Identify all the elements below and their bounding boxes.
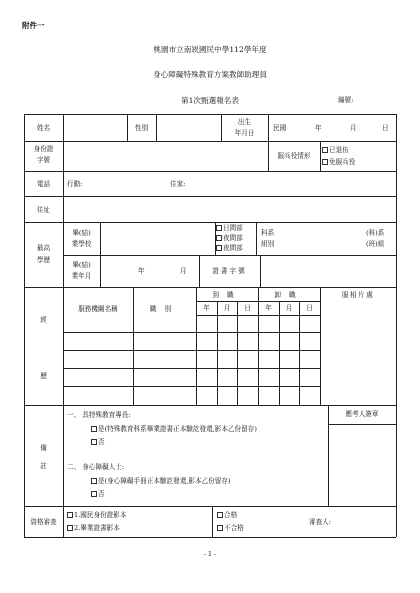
option-fail[interactable]: 不合格	[217, 524, 244, 532]
checkbox-id-copy[interactable]	[67, 512, 73, 518]
checkbox-special-education-no[interactable]	[91, 439, 97, 445]
group-field[interactable]	[282, 239, 362, 252]
certificate-field[interactable]	[261, 256, 394, 286]
label-school-line2: 業學校	[71, 240, 92, 248]
option-night-division[interactable]: 夜間部	[216, 234, 243, 242]
option-discharged[interactable]: 已退伍	[322, 146, 349, 154]
name-field[interactable]	[64, 115, 126, 140]
checkbox-fail[interactable]	[217, 525, 223, 531]
attachment-label: 附件一	[22, 21, 45, 30]
label-gender: 性別	[134, 124, 149, 132]
label-school-line1: 畢(結)	[72, 229, 91, 237]
option-day-division[interactable]: 日間部	[216, 224, 243, 232]
label-department: 科系	[261, 229, 275, 237]
label-id-line1: 身份證	[33, 145, 54, 153]
school-field[interactable]	[101, 223, 214, 254]
label-education-line2: 學歷	[36, 256, 51, 264]
label-home-phone: 住家:	[170, 180, 186, 188]
col-position: 職別	[149, 305, 180, 313]
label-group-unit: (班)組	[366, 240, 385, 248]
option-id-copy[interactable]: 1.國民身份證影本	[67, 511, 126, 519]
label-review: 資格審查	[30, 518, 57, 526]
label-notes-line1: 備	[40, 444, 47, 452]
form-title: 第1次甄選報名表	[181, 96, 239, 105]
option-evening-division[interactable]: 夜間部	[216, 244, 243, 252]
checkbox-evening-division[interactable]	[216, 245, 222, 251]
photo-area[interactable]	[321, 300, 395, 404]
checkbox-special-education-yes[interactable]	[91, 426, 97, 432]
label-birth-year: 年	[315, 124, 322, 132]
col-leave-month: 月	[285, 304, 293, 312]
signature-area[interactable]	[329, 425, 395, 505]
signature-label: 應考人簽章	[345, 410, 379, 418]
label-experience-line1: 經	[40, 316, 47, 324]
col-start-day: 日	[244, 304, 251, 312]
col-leave-day: 日	[306, 304, 313, 312]
col-start-year: 年	[203, 304, 210, 312]
col-organization: 服務機關名稱	[78, 305, 118, 313]
home-phone-field[interactable]	[195, 173, 393, 195]
option-diploma-copy[interactable]: 2.畢業證書影本	[67, 524, 120, 532]
label-address: 住址	[36, 206, 51, 214]
note-disability-title: 二、 身心障礙人士:	[67, 463, 125, 471]
option-special-education-no[interactable]: 否	[91, 438, 105, 446]
label-group: 組別	[261, 240, 275, 248]
col-start-date: 到職	[212, 291, 242, 299]
checkbox-disability-no[interactable]	[91, 491, 97, 497]
col-leave-year: 年	[265, 304, 272, 312]
label-birth-month: 月	[350, 124, 357, 132]
label-name: 姓名	[36, 124, 51, 132]
address-field[interactable]	[64, 197, 394, 221]
label-military: 服兵役情形	[277, 152, 311, 160]
number-label: 編號:	[338, 96, 354, 104]
option-pass[interactable]: 合格	[217, 511, 237, 519]
gender-field[interactable]	[157, 115, 220, 140]
table-row[interactable]	[64, 387, 320, 404]
page-number: - 1 -	[203, 551, 217, 558]
note-special-education-title: 一、 具特殊教育專長:	[67, 411, 131, 419]
option-disability-yes[interactable]: 是(身心障礙手冊正本驗訖發還,影本乙份留存)	[91, 477, 231, 485]
label-education-line1: 最高	[36, 244, 51, 252]
label-mobile: 行動:	[67, 180, 83, 188]
label-grad-month: 月	[180, 267, 187, 275]
label-birth-line1: 出生	[237, 118, 252, 126]
option-special-education-yes[interactable]: 是(特殊教育科系畢業證書正本驗訖發還,影本乙份留存)	[91, 425, 257, 433]
reviewer-label: 審查人:	[309, 518, 332, 526]
option-exempt[interactable]: 免服兵役	[322, 158, 355, 166]
table-row[interactable]	[64, 333, 320, 350]
school-title: 桃園市立南崁國民中學112學年度	[153, 45, 267, 54]
photo-area-label: 服相片處	[341, 291, 375, 299]
label-certificate: 證書字號	[212, 267, 247, 275]
label-notes-line2: 註	[40, 462, 47, 470]
label-grad-line2: 業年月	[71, 272, 92, 280]
label-dept-unit: (科)系	[366, 229, 385, 237]
reviewer-field[interactable]	[338, 510, 393, 534]
col-leave-date: 卸職	[274, 291, 304, 299]
id-number-field[interactable]	[64, 142, 267, 170]
label-grad-line1: 畢(結)	[72, 261, 91, 269]
label-birth-day: 日	[382, 124, 389, 132]
table-row[interactable]	[64, 316, 320, 332]
checkbox-night-division[interactable]	[216, 235, 222, 241]
label-id-line2: 字號	[36, 156, 51, 164]
option-disability-no[interactable]: 否	[91, 490, 105, 498]
label-roc: 民國	[273, 124, 287, 132]
table-row[interactable]	[64, 369, 320, 386]
label-phone: 電話	[36, 180, 51, 188]
mobile-field[interactable]	[92, 173, 167, 195]
label-experience-line2: 歷	[40, 372, 47, 380]
label-birth-line2: 年月日	[234, 129, 255, 137]
checkbox-disability-yes[interactable]	[91, 478, 97, 484]
checkbox-exempt[interactable]	[322, 159, 328, 165]
table-row[interactable]	[64, 351, 320, 368]
checkbox-pass[interactable]	[217, 512, 223, 518]
experience-rows	[64, 316, 320, 404]
program-title: 身心障礙特殊教育方案教師助理員	[153, 70, 267, 79]
label-grad-year: 年	[138, 267, 145, 275]
checkbox-discharged[interactable]	[322, 147, 328, 153]
col-start-month: 月	[223, 304, 231, 312]
checkbox-day-division[interactable]	[216, 225, 222, 231]
department-field[interactable]	[282, 224, 362, 237]
checkbox-diploma-copy[interactable]	[67, 525, 73, 531]
